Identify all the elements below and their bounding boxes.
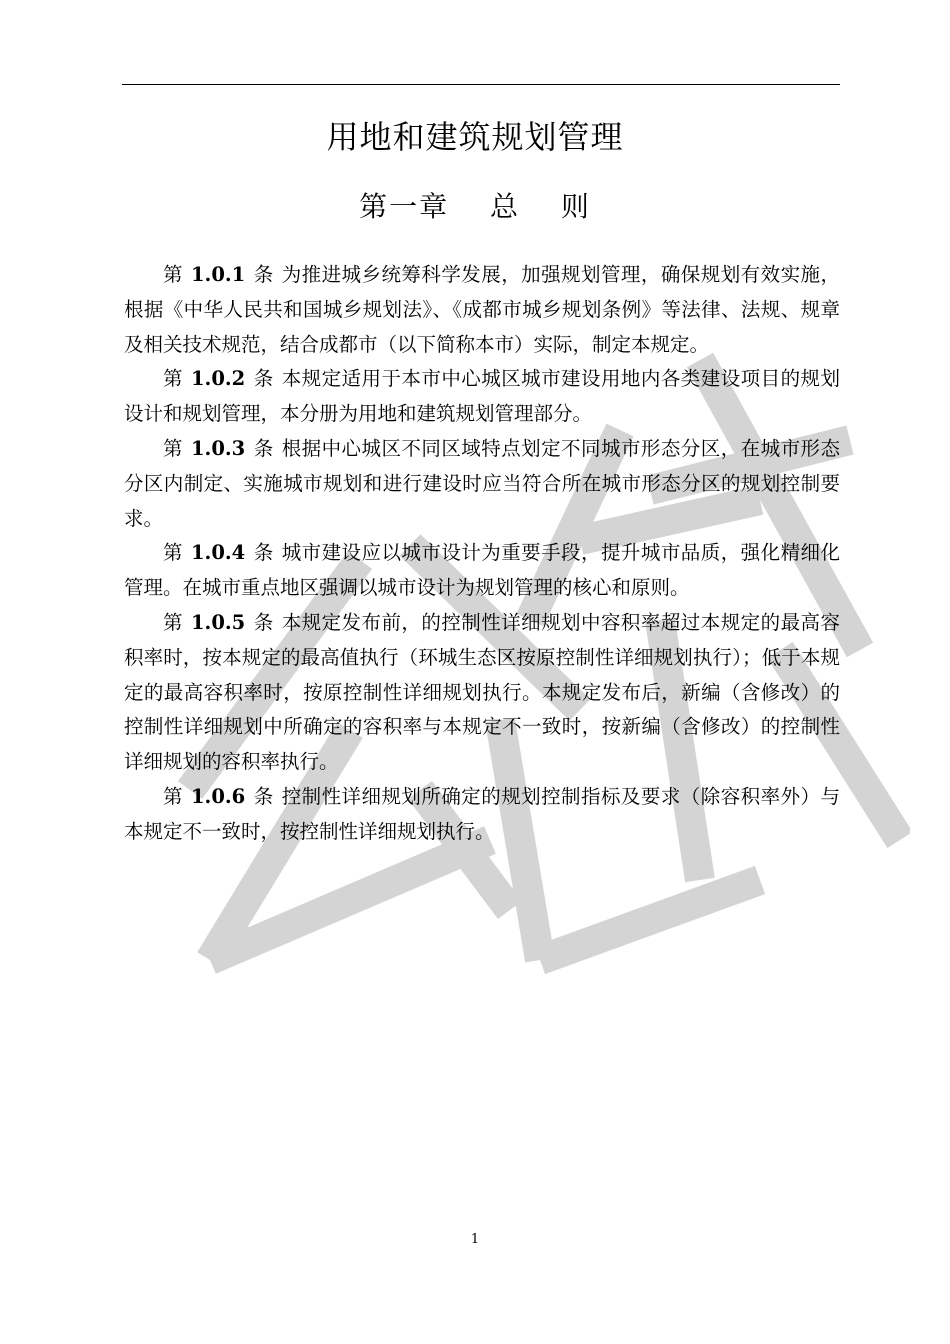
article-number: 1.0.6 (190, 784, 246, 808)
document-title: 用地和建筑规划管理 (326, 118, 624, 156)
article-suffix: 条 (253, 784, 274, 808)
article-number: 1.0.3 (190, 436, 246, 460)
article-suffix: 条 (253, 436, 274, 460)
page-number: 1 (470, 1232, 480, 1247)
article-1-0-2 (124, 362, 840, 432)
header-rule (122, 84, 840, 85)
article-text: 为推进城乡统筹科学发展，加强规划管理，确保规划有效实施，根据《中华人民共和国城乡规划法》、《成都市城乡规划条例》等法律、法规、规章及相关技术规范，结合成都市（以下简称本市）实际，制定本规定。 (124, 263, 840, 356)
article-suffix: 条 (253, 263, 274, 286)
article-prefix: 第 (163, 784, 183, 808)
article-prefix: 第 (163, 263, 183, 286)
article-prefix: 第 (163, 541, 183, 565)
article-1-0-5 (124, 606, 840, 780)
article-1-0-4 (124, 536, 840, 606)
article-prefix: 第 (163, 367, 183, 391)
article-suffix: 条 (253, 610, 274, 634)
article-text: 根据中心城区不同区域特点划定不同城市形态分区，在城市形态分区内制定、实施城市规划和进行建设时应当符合所在城市形态分区的规划控制要求。 (124, 436, 840, 530)
article-number: 1.0.5 (190, 610, 246, 634)
article-text: 本规定适用于本市中心城区城市建设用地内各类建设项目的规划设计和规划管理，本分册为用地和建筑规划管理部分。 (124, 367, 840, 426)
article-suffix: 条 (253, 367, 274, 391)
article-1-0-1 (124, 258, 840, 362)
article-number: 1.0.1 (190, 263, 246, 286)
article-1-0-3 (124, 432, 840, 536)
article-text: 本规定发布前，的控制性详细规划中容积率超过本规定的最高容积率时，按本规定的最高值执行（环城生态区按原控制性详细规划执行）；低于本规定的最高容积率时，按原控制性详细规划执行。本规定发布后，新编（含修改）的控制性详细规划中所确定的容积率与本规定不一致时，按新编（含修改）的控制性详细规划的容积率执行。 (124, 610, 840, 774)
article-number: 1.0.4 (190, 541, 246, 565)
article-prefix: 第 (163, 436, 183, 460)
article-1-0-6 (124, 780, 840, 850)
article-text: 城市建设应以城市设计为重要手段，提升城市品质，强化精细化管理。在城市重点地区强调以城市设计为规划管理的核心和原则。 (124, 541, 840, 600)
article-prefix: 第 (163, 610, 183, 634)
document-body (124, 258, 840, 850)
chapter-title: 第一章 总 则 (359, 190, 591, 223)
article-suffix: 条 (253, 541, 274, 565)
article-text: 控制性详细规划所确定的规划控制指标及要求（除容积率外）与本规定不一致时，按控制性详细规划执行。 (124, 784, 840, 843)
article-number: 1.0.2 (190, 367, 246, 391)
